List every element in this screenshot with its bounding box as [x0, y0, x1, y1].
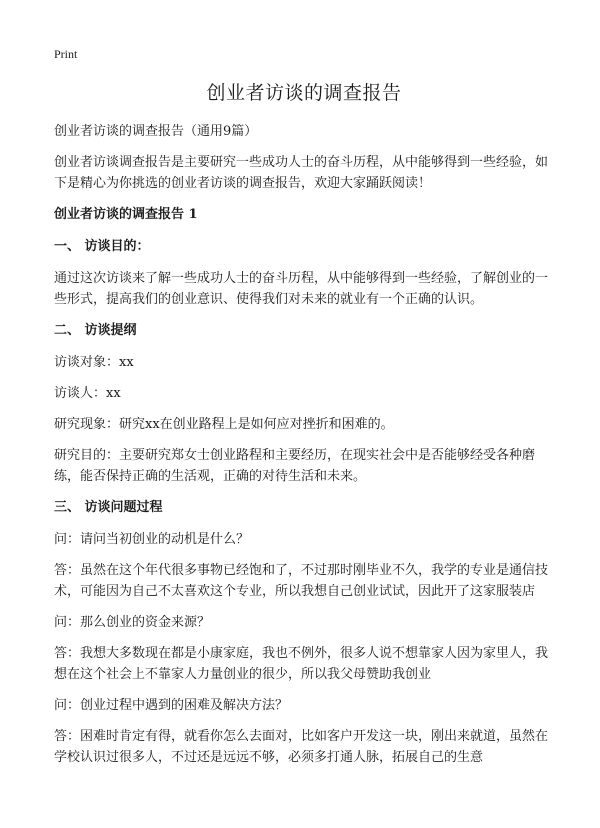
- purpose-line: 研究目的：主要研究郑女士创业路程和主要经历，在现实社会中是否能够经受各种磨练，能否保持正确的生活观，正确的对待生活和未来。: [54, 448, 536, 484]
- question-1: 问：请问当初创业的动机是什么？: [54, 532, 250, 547]
- question-3: 问：创业过程中遇到的困难及解决方法？: [54, 698, 289, 713]
- print-link[interactable]: Print: [54, 47, 78, 61]
- purpose-paragraph: 通过这次访谈来了解一些成功人士的奋斗历程，从中能够得到一些经验，了解创业的一些形式，提高我们的创业意识、使得我们对未来的就业有一个正确的认识。: [54, 271, 549, 307]
- subtitle: 创业者访谈的调查报告（通用9篇）: [54, 124, 258, 139]
- interviewee-line: 访谈对象：xx: [54, 355, 134, 370]
- section-heading-purpose: 一、 访谈目的：: [54, 239, 150, 254]
- section-heading-outline: 二、 访谈提纲: [54, 323, 137, 338]
- answer-2: 答：我想大多数现在都是小康家庭，我也不例外，很多人说不想靠家人因为家里人，我想在这个社会上不靠家人力量创业的很少，所以我父母赞助我创业: [54, 646, 549, 682]
- phenomenon-line: 研究现象：研究xx在创业路程上是如何应对挫折和困难的。: [54, 417, 394, 432]
- answer-1: 答：虽然在这个年代很多事物已经饱和了，不过那时刚毕业不久，我学的专业是通信技术，可能因为自己不太喜欢这个专业，所以我想自己创业试试，因此开了这家服装店: [54, 563, 549, 599]
- section-heading-process: 三、 访谈问题过程: [54, 500, 163, 515]
- intro-paragraph: 创业者访谈调查报告是主要研究一些成功人士的奋斗历程，从中能够得到一些经验，如下是精心为你挑选的创业者访谈的调查报告，欢迎大家踊跃阅读！: [54, 155, 549, 191]
- page-title: 创业者访谈的调查报告: [206, 82, 402, 104]
- document-body: [54, 78, 554, 778]
- report-heading: 创业者访谈的调查报告 1: [54, 207, 198, 222]
- interviewer-line: 访谈人：xx: [54, 386, 121, 401]
- answer-3: 答：困难时肯定有得，就看你怎么去面对，比如客户开发这一块，刚出来就道，虽然在学校认识过很多人，不过还是远远不够，必须多打通人脉，拓展自己的生意: [54, 729, 549, 765]
- question-2: 问：那么创业的资金来源？: [54, 615, 211, 630]
